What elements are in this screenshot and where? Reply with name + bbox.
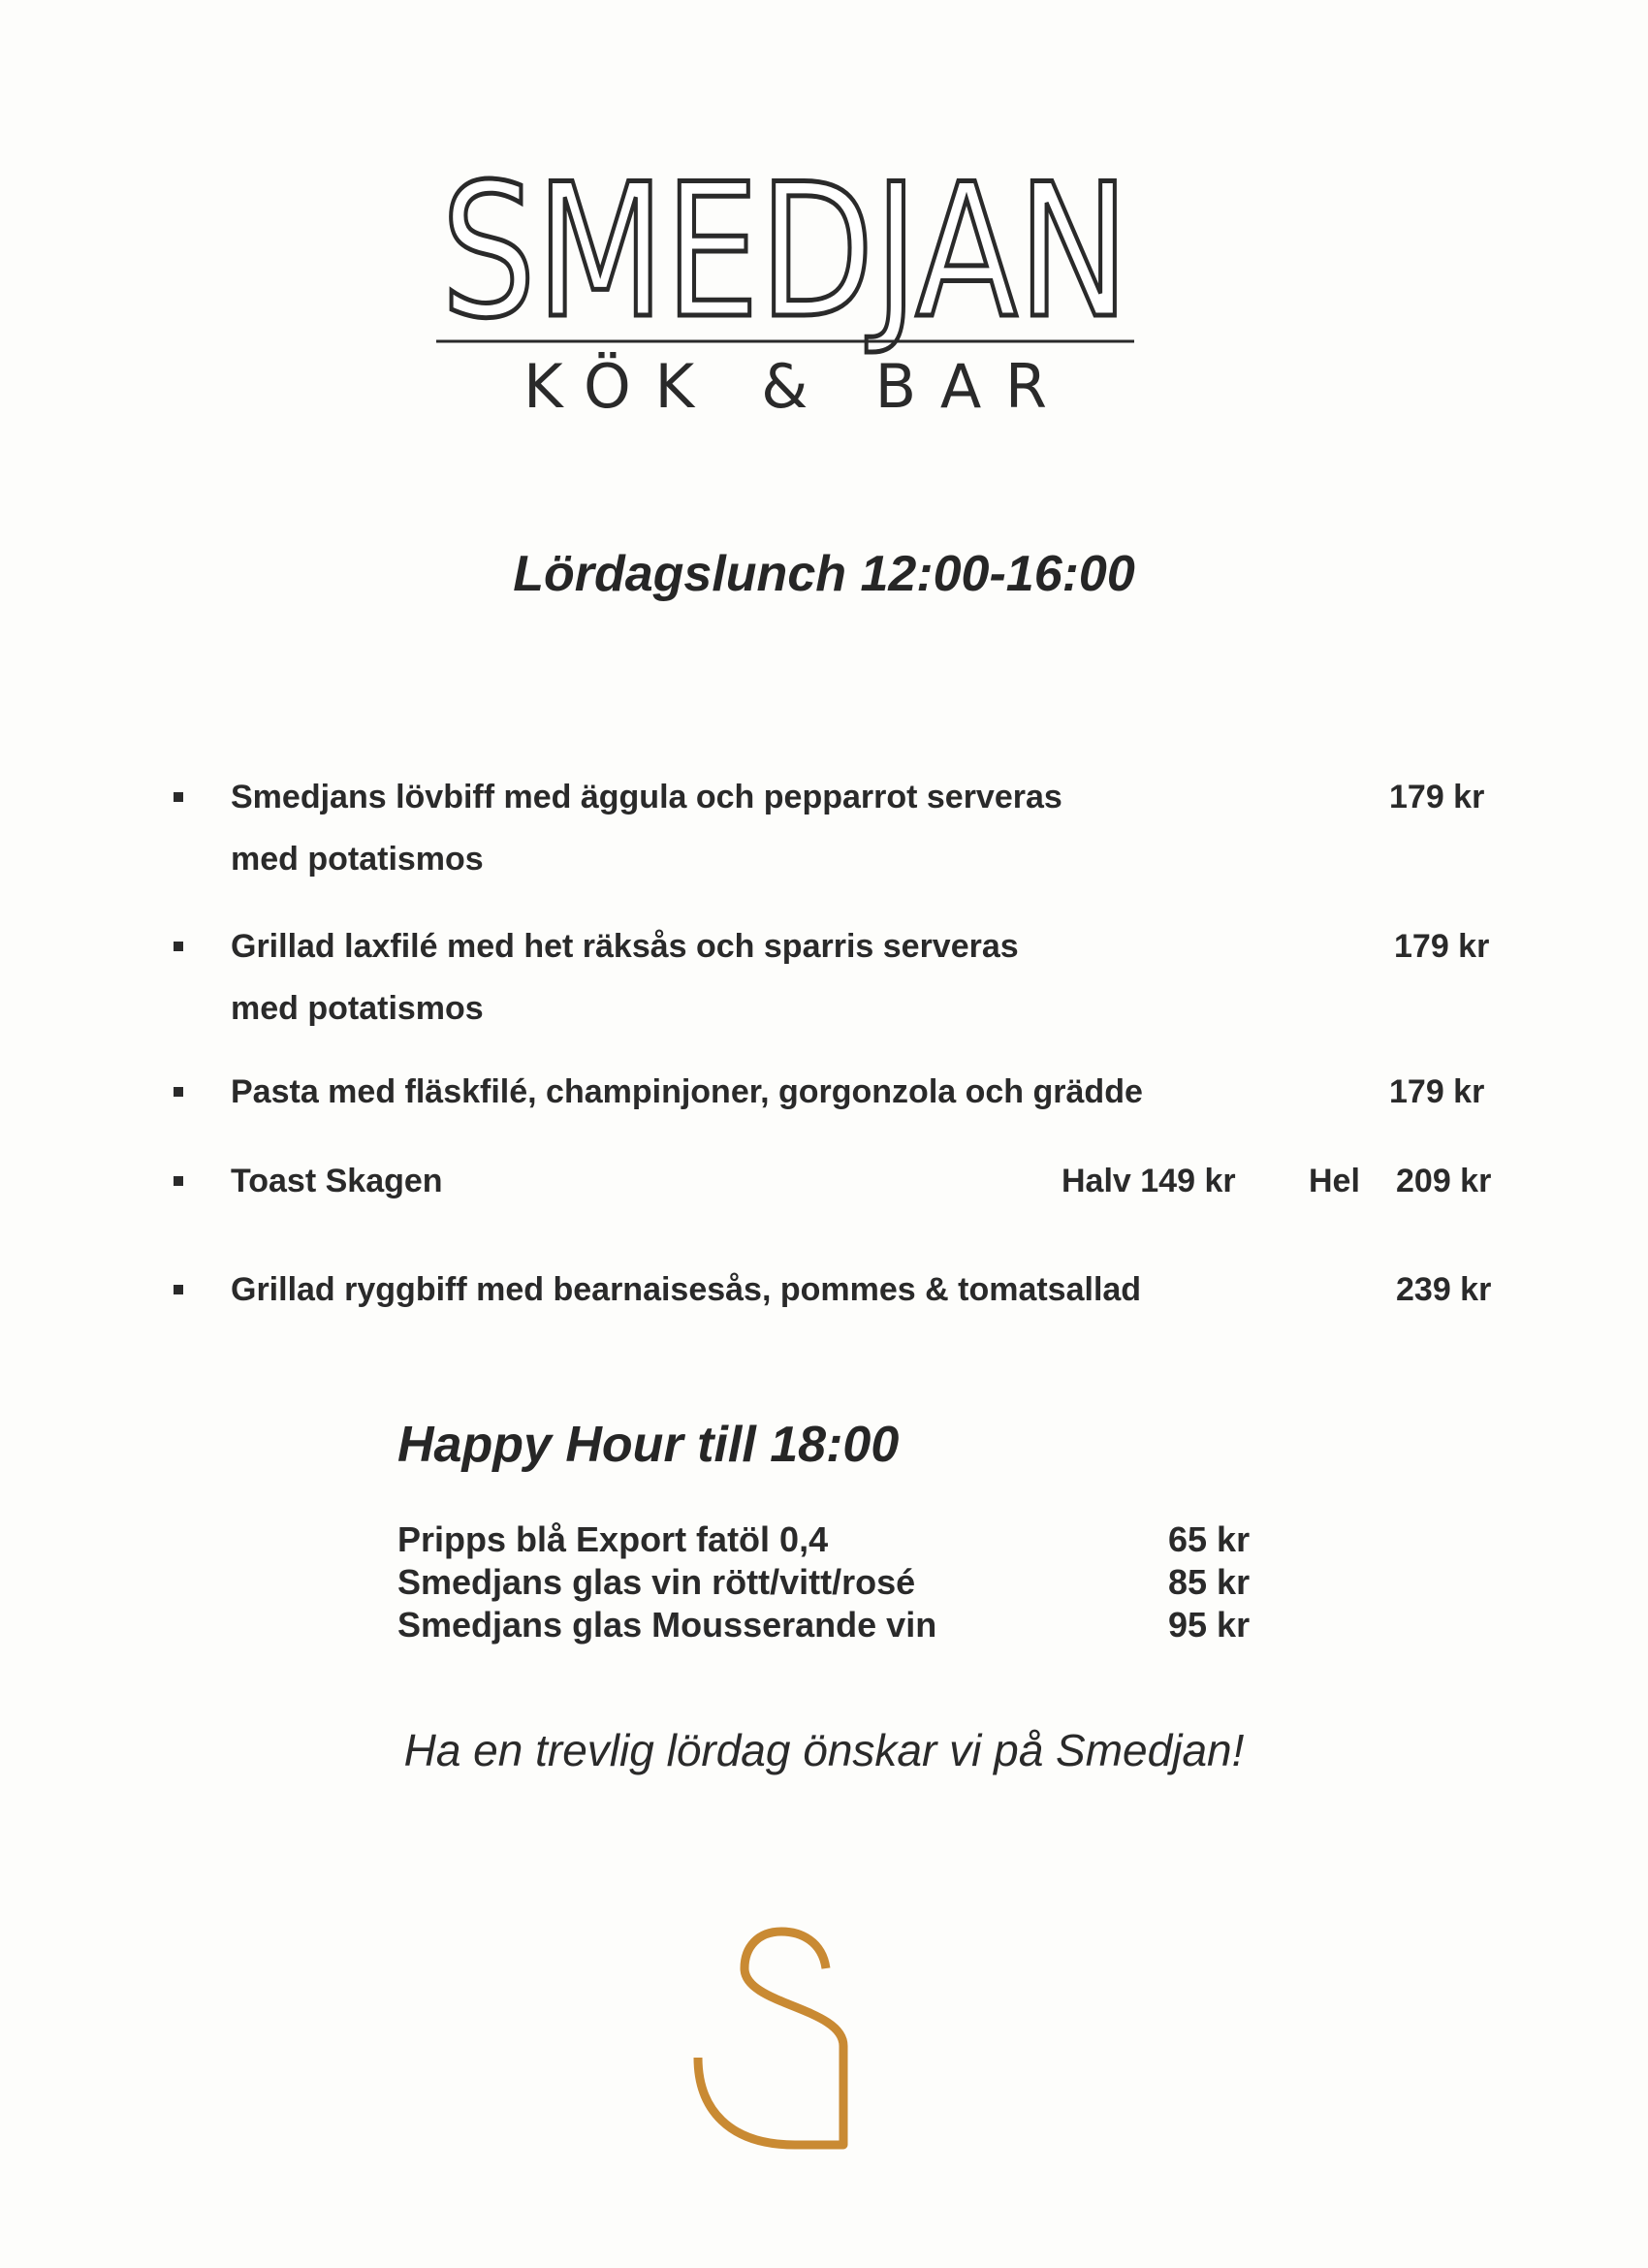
menu-item-price: 209 kr	[1396, 1163, 1492, 1199]
drink-price: 65 kr	[1168, 1519, 1251, 1559]
menu-item-name: Smedjans lövbiff med äggula och pepparrot serveras med potatismos	[231, 779, 1062, 878]
smedjan-logo	[427, 107, 1144, 427]
closing-message: Ha en trevlig lördag önskar vi på Smedjan!	[403, 1725, 1245, 1775]
lunch-title: Lördagslunch 12:00-16:00	[513, 546, 1135, 602]
menu-item-name: Grillad laxfilé med het räksås och sparris serveras med potatismos	[231, 928, 1019, 1027]
drink-name: Smedjans glas vin rött/vitt/rosé	[397, 1562, 916, 1602]
s-monogram-icon	[690, 1930, 855, 2153]
square-bullet-icon	[174, 1176, 183, 1186]
menu-item-name: Grillad ryggbiff med bearnaisesås, pommes & tomatsallad	[231, 1271, 1142, 1308]
square-bullet-icon	[174, 1285, 183, 1294]
drink-price: 85 kr	[1168, 1562, 1251, 1602]
half-portion-price: Halv 149 kr	[1062, 1163, 1236, 1199]
whole-portion-label: Hel	[1309, 1163, 1360, 1199]
menu-item-price: 179 kr	[1389, 1073, 1485, 1110]
drink-name: Smedjans glas Mousserande vin	[397, 1605, 937, 1645]
square-bullet-icon	[174, 942, 183, 951]
drink-price: 95 kr	[1168, 1605, 1251, 1645]
menu-item-name: Toast Skagen	[231, 1163, 443, 1199]
menu-item-price: 179 kr	[1389, 779, 1485, 815]
logo-wordmark: SMEDJAN	[441, 144, 1129, 359]
square-bullet-icon	[174, 1087, 183, 1097]
menu-item-price: 179 kr	[1394, 928, 1490, 965]
menu-item-price: 239 kr	[1396, 1271, 1492, 1308]
drink-name: Pripps blå Export fatöl 0,4	[397, 1519, 829, 1559]
square-bullet-icon	[174, 792, 183, 802]
happy-hour-title: Happy Hour till 18:00	[397, 1417, 900, 1473]
logo-subtitle: KÖK & BAR	[523, 351, 1047, 422]
menu-item-name: Pasta med fläskfilé, champinjoner, gorgonzola och grädde	[231, 1073, 1143, 1110]
